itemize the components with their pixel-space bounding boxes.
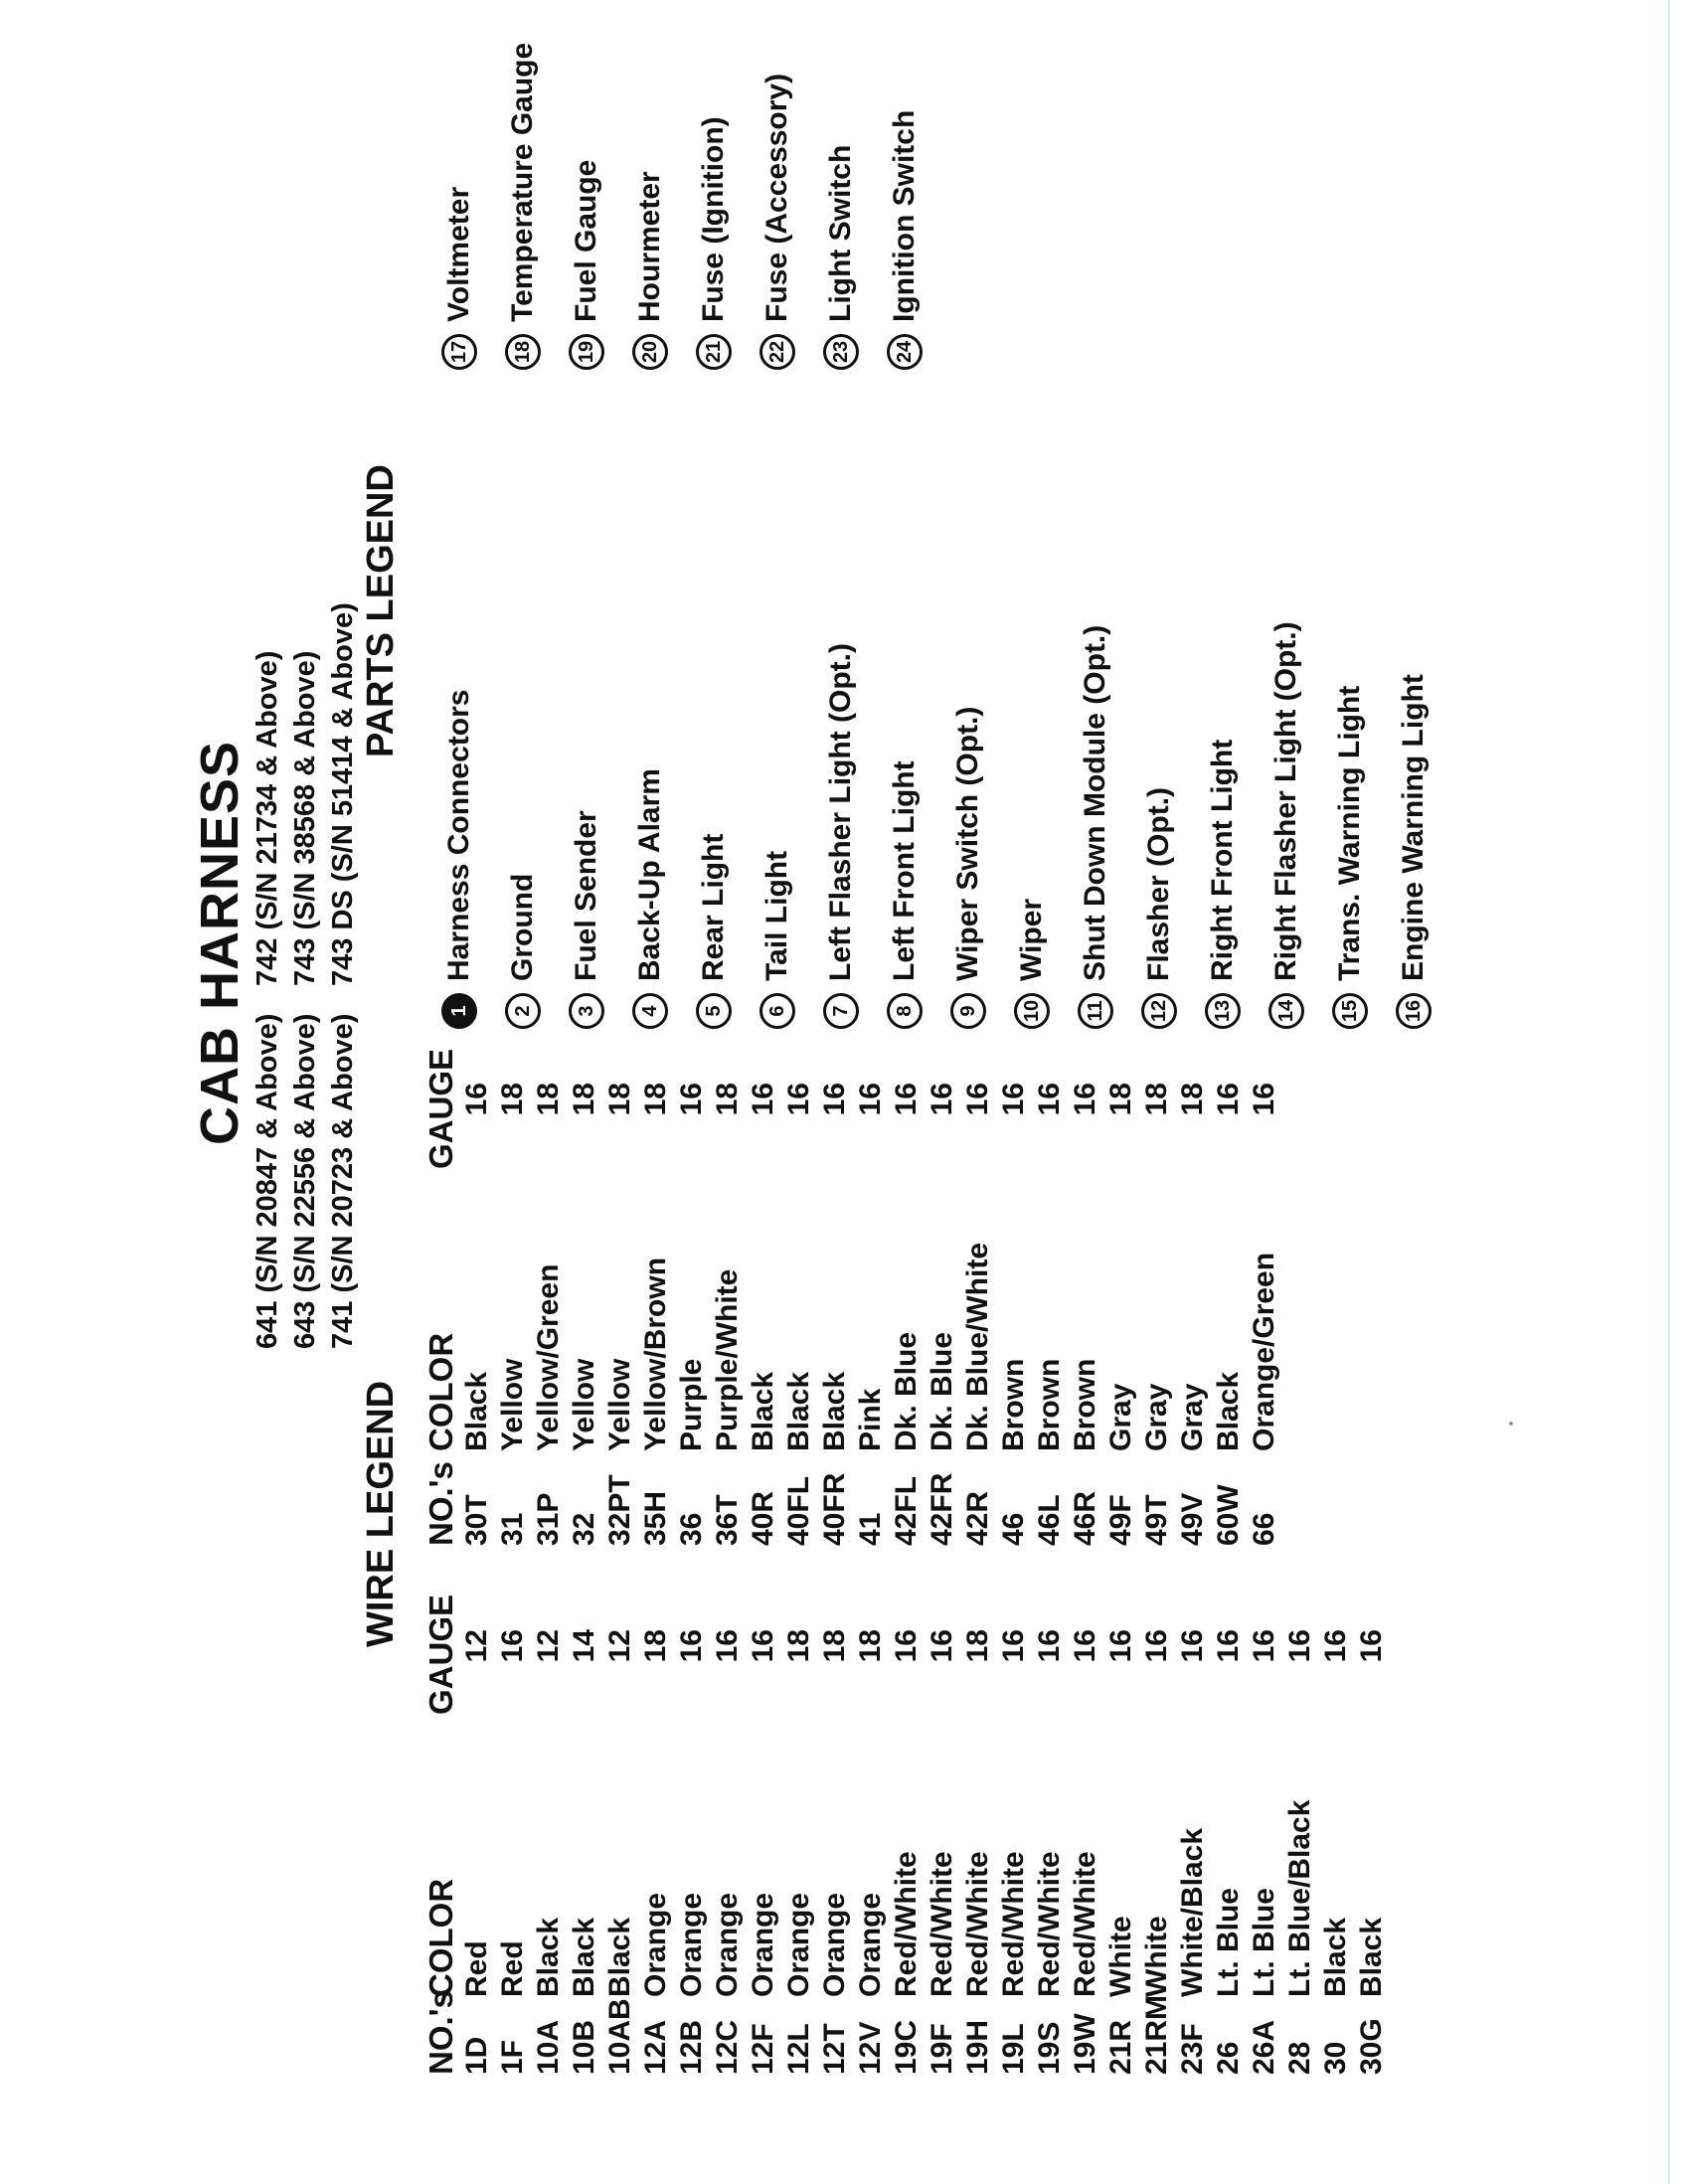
wire-color: Lt. Blue/Black [1283, 1799, 1316, 1997]
wire-number: 40R [747, 1490, 779, 1546]
part-number-badge: 18 [505, 334, 541, 370]
wire-gauge: 16 [997, 1629, 1030, 1663]
wire-legend-heading: WIRE LEGEND [360, 1380, 402, 1647]
wire-number: 19F [926, 2023, 958, 2075]
part-number-badge: 7 [823, 993, 859, 1029]
wire-gauge: 18 [568, 1083, 600, 1116]
wire-color: Orange [782, 1892, 815, 1997]
part-item [1382, 621, 1445, 1029]
part-name: Ignition Switch [888, 109, 921, 322]
wire-color: Black [818, 1371, 851, 1451]
part-number-badge: 10 [1014, 993, 1050, 1029]
part-item [746, 621, 809, 1029]
part-item [809, 43, 873, 370]
part-name: Fuel Sender [570, 810, 602, 981]
wire-number: 49T [1140, 1494, 1173, 1546]
part-item [682, 621, 746, 1029]
part-name: Wiper Switch (Opt.) [951, 706, 984, 981]
wire-number: 10A [532, 2019, 565, 2075]
wire-gauge: 12 [603, 1629, 636, 1663]
serial-right-block [249, 602, 362, 986]
wire-gauge: 16 [675, 1083, 708, 1116]
part-item [491, 621, 555, 1029]
part-number-badge: 15 [1332, 993, 1368, 1029]
wire-number: 42FR [926, 1472, 958, 1546]
wire-number: 1D [460, 2036, 493, 2075]
serial-line: 641 (S/N 20847 & Above) [252, 1013, 283, 1349]
wire-gauge: 16 [1176, 1629, 1209, 1663]
part-name: Right Flasher Light (Opt.) [1269, 621, 1302, 981]
wire-gauge: 16 [890, 1629, 923, 1663]
part-name: Engine Warning Light [1397, 674, 1430, 981]
wire-gauge: 16 [1283, 1629, 1316, 1663]
part-number-badge: 5 [696, 993, 732, 1029]
wire-color: Lt. Blue [1248, 1888, 1280, 1997]
part-name: Fuel Gauge [570, 159, 602, 322]
part-number-badge: 8 [887, 993, 923, 1029]
wire-number: 19W [1069, 2013, 1101, 2075]
wire-number: 1F [496, 2039, 529, 2075]
wire-gauge: 16 [926, 1083, 958, 1116]
part-number-badge: 14 [1268, 993, 1304, 1029]
wire-number: 12T [818, 2023, 851, 2075]
wire-number: 42FL [890, 1475, 923, 1546]
part-number-badge: 20 [632, 334, 668, 370]
wire-gauge: 18 [496, 1083, 529, 1116]
parts-legend-heading: PARTS LEGEND [360, 464, 402, 757]
part-name: Trans. Warning Light [1333, 685, 1366, 981]
wire-color: Orange [854, 1892, 887, 1997]
wire-gauge: 12 [460, 1629, 493, 1663]
wire-color: Black [568, 1917, 600, 1997]
wire-gauge: 18 [603, 1083, 636, 1116]
wire-gauge: 18 [782, 1629, 815, 1663]
scan-speck [1509, 1422, 1513, 1426]
wire-number: 49F [1104, 1494, 1137, 1546]
wire-number: 12A [639, 2019, 672, 2075]
part-name: Left Front Light [888, 760, 921, 981]
wire-gauge: 16 [496, 1629, 529, 1663]
wire-number: 31 [496, 1512, 529, 1546]
wire-number: 26A [1248, 2019, 1280, 2075]
part-number-badge: 3 [569, 993, 604, 1029]
wire-color: Dk. Blue/White [961, 1242, 994, 1451]
wire-color: Red/White [926, 1851, 958, 1997]
part-number-badge: 24 [887, 334, 923, 370]
wire-gauge: 16 [1104, 1629, 1137, 1663]
wire-color: Dk. Blue [926, 1331, 958, 1451]
parts-list-secondary [427, 43, 936, 370]
wire-gauge: 16 [675, 1629, 708, 1663]
wire-color: Black [603, 1917, 636, 1997]
part-item [1318, 621, 1382, 1029]
wire-number: 30T [460, 1494, 493, 1546]
wire-gauge: 16 [1069, 1629, 1101, 1663]
wire-color: Orange/Green [1248, 1252, 1280, 1451]
part-number-badge: 12 [1141, 993, 1177, 1029]
wire-number: 21R [1104, 2019, 1137, 2075]
parts-list-primary [427, 621, 1445, 1029]
wire-color: Black [460, 1371, 493, 1451]
wire-right-gauges [459, 1083, 1282, 1140]
wire-gauge: 16 [818, 1083, 851, 1116]
part-item [618, 621, 682, 1029]
wire-gauge: 16 [1033, 1083, 1066, 1116]
part-number-badge: 21 [696, 334, 732, 370]
part-name: Rear Light [697, 833, 730, 981]
wire-number: 36T [711, 1494, 744, 1546]
part-name: Harness Connectors [442, 689, 475, 981]
wire-gauge: 16 [1319, 1629, 1352, 1663]
wire-number: 26 [1212, 2041, 1245, 2075]
wire-gauge: 16 [854, 1083, 887, 1116]
wire-color: Red/White [997, 1851, 1030, 1997]
wire-number: 30 [1319, 2041, 1352, 2075]
document-title: CAB HARNESS [190, 740, 250, 1145]
wire-color: Red/White [961, 1851, 994, 1997]
serial-line: 643 (S/N 22556 & Above) [289, 1013, 321, 1349]
wire-gauge: 18 [1104, 1083, 1137, 1116]
wire-number: 12C [711, 2019, 744, 2075]
wire-color: Red [496, 1940, 529, 1997]
wire-color: Orange [818, 1892, 851, 1997]
part-item [936, 621, 1000, 1029]
wire-gauge: 18 [532, 1083, 565, 1116]
wire-color: Yellow [603, 1358, 636, 1451]
wire-number: 36 [675, 1512, 708, 1546]
part-number-badge: 6 [760, 993, 795, 1029]
wire-number: 10AB [603, 1998, 636, 2075]
wire-right-numbers [459, 1451, 1282, 1546]
wire-gauge: 16 [997, 1083, 1030, 1116]
wire-color: Red [460, 1940, 493, 1997]
part-item [1064, 621, 1127, 1029]
wire-gauge: 16 [1140, 1629, 1173, 1663]
part-item [873, 43, 936, 370]
wire-gauge: 16 [782, 1083, 815, 1116]
wire-color: White/Black [1176, 1827, 1209, 1997]
serial-line: 743 (S/N 38568 & Above) [289, 650, 321, 986]
wire-gauge: 16 [1212, 1083, 1245, 1116]
wire-color: Gray [1104, 1383, 1137, 1451]
wire-number: 19H [961, 2019, 994, 2075]
part-number-badge: 16 [1396, 993, 1432, 1029]
wire-number: 40FR [818, 1472, 851, 1546]
wire-gauge: 16 [961, 1083, 994, 1116]
wire-left-gauges [459, 1629, 1390, 1687]
wire-color: Lt. Blue [1212, 1888, 1245, 1997]
wire-gauge: 14 [568, 1629, 600, 1663]
wire-color: Red/White [1069, 1851, 1101, 1997]
part-name: Temperature Gauge [506, 42, 539, 322]
wire-gauge: 16 [1248, 1083, 1280, 1116]
part-name: Fuse (Ignition) [697, 116, 730, 322]
wire-gauge: 16 [1248, 1629, 1280, 1663]
wire-color: Purple/White [711, 1268, 744, 1451]
wire-number: 40FL [782, 1475, 815, 1546]
wire-color: Orange [747, 1892, 779, 1997]
part-item [746, 43, 809, 370]
wire-color: Purple [675, 1358, 708, 1451]
part-name: Wiper [1015, 898, 1048, 981]
wire-color: Black [1319, 1917, 1352, 1997]
part-item [555, 621, 618, 1029]
wire-gauge: 16 [1212, 1629, 1245, 1663]
part-name: Voltmeter [442, 186, 475, 322]
part-item [1000, 621, 1064, 1029]
wire-gauge: 18 [1140, 1083, 1173, 1116]
part-number-badge: 22 [760, 334, 795, 370]
wire-gauge: 18 [1176, 1083, 1209, 1116]
wire-number: 19L [997, 2023, 1030, 2075]
wire-gauge: 16 [1355, 1629, 1388, 1663]
wire-gauge: 16 [460, 1083, 493, 1116]
part-name: Tail Light [760, 850, 793, 981]
wire-col-no-header: NO.'s [422, 1461, 459, 1546]
part-item [682, 43, 746, 370]
wire-color: Black [1212, 1371, 1245, 1451]
part-item [1127, 621, 1191, 1029]
wire-right-colors [459, 1193, 1282, 1451]
part-number-badge: 13 [1205, 993, 1241, 1029]
wire-number: 66 [1248, 1512, 1280, 1546]
part-name: Back-Up Alarm [633, 768, 666, 981]
part-name: Left Flasher Light (Opt.) [824, 643, 857, 981]
part-number-badge: 19 [569, 334, 604, 370]
part-name: Hourmeter [633, 171, 666, 322]
wire-number: 19C [890, 2019, 923, 2075]
wire-gauge: 16 [747, 1083, 779, 1116]
part-number-badge: 1 [441, 993, 477, 1029]
wire-number: 12V [854, 2021, 887, 2075]
wire-color: Black [747, 1371, 779, 1451]
wire-gauge: 16 [1033, 1629, 1066, 1663]
part-item [1255, 621, 1318, 1029]
part-name: Light Switch [824, 144, 857, 322]
wire-left-numbers [459, 1995, 1390, 2075]
wire-color: Black [1355, 1917, 1388, 1997]
wire-color: Red/White [890, 1851, 923, 1997]
wire-gauge: 16 [711, 1629, 744, 1663]
wire-gauge: 16 [890, 1083, 923, 1116]
wire-gauge: 18 [961, 1629, 994, 1663]
wire-col-gauge-header: GAUGE [422, 1594, 459, 1715]
wire-gauge: 18 [854, 1629, 887, 1663]
part-item [427, 43, 491, 370]
wire-number: 49V [1176, 1492, 1209, 1546]
page-edge-line [1668, 0, 1670, 2184]
part-number-badge: 11 [1078, 993, 1113, 1029]
wire-number: 32PT [603, 1474, 636, 1546]
wire-gauge: 18 [639, 1629, 672, 1663]
part-name: Fuse (Accessory) [760, 73, 793, 322]
wire-col-no-header: NO.'s [422, 1990, 459, 2075]
wire-color: Orange [639, 1892, 672, 1997]
part-item [491, 43, 555, 370]
serial-line: 741 (S/N 20723 & Above) [327, 1013, 359, 1349]
wire-color: Yellow/Brown [639, 1257, 672, 1451]
part-name: Ground [506, 873, 539, 981]
part-name: Right Front Light [1206, 739, 1239, 981]
wire-number: 10B [568, 2019, 600, 2075]
serial-line: 742 (S/N 21734 & Above) [252, 650, 283, 986]
wire-number: 60W [1212, 1484, 1245, 1546]
wire-color: White [1104, 1916, 1137, 1997]
wire-number: 46 [997, 1512, 1030, 1546]
wire-col-gauge-header: GAUGE [422, 1048, 459, 1169]
wire-color: Brown [997, 1358, 1030, 1451]
wire-color: Black [782, 1371, 815, 1451]
wire-number: 35H [639, 1490, 672, 1546]
part-number-badge: 9 [950, 993, 986, 1029]
wire-number: 31P [532, 1492, 565, 1546]
wire-color: Orange [675, 1892, 708, 1997]
part-item [809, 621, 873, 1029]
wire-col-color-header: COLOR [422, 1878, 459, 1997]
part-item [555, 43, 618, 370]
wire-number: 32 [568, 1512, 600, 1546]
wire-color: Gray [1176, 1383, 1209, 1451]
wire-color: Pink [854, 1388, 887, 1451]
part-item [427, 621, 491, 1029]
part-number-badge: 23 [823, 334, 859, 370]
wire-number: 21RM [1140, 1994, 1173, 2075]
wire-color: White [1140, 1916, 1173, 1997]
wire-number: 19S [1033, 2021, 1066, 2075]
wire-color: Red/White [1033, 1851, 1066, 1997]
wire-color: Dk. Blue [890, 1331, 923, 1451]
wire-color: Yellow [568, 1358, 600, 1451]
wire-number: 42R [961, 1490, 994, 1546]
serial-left-block [249, 1013, 362, 1349]
wire-gauge: 16 [926, 1629, 958, 1663]
part-item [1191, 621, 1255, 1029]
part-name: Shut Down Module (Opt.) [1079, 624, 1111, 981]
wire-color: Yellow/Green [532, 1263, 565, 1451]
wire-gauge: 18 [818, 1629, 851, 1663]
wire-gauge: 18 [639, 1083, 672, 1116]
part-number-badge: 2 [505, 993, 541, 1029]
wire-number: 46L [1033, 1494, 1066, 1546]
wire-gauge: 16 [747, 1629, 779, 1663]
part-name: Flasher (Opt.) [1142, 786, 1175, 981]
part-number-badge: 4 [632, 993, 668, 1029]
wire-color: Brown [1069, 1358, 1101, 1451]
wire-color: Brown [1033, 1358, 1066, 1451]
wire-gauge: 12 [532, 1629, 565, 1663]
wire-number: 12L [782, 2023, 815, 2075]
wire-number: 12B [675, 2019, 708, 2075]
wire-color: Black [532, 1917, 565, 1997]
wire-number: 12F [747, 2023, 779, 2075]
wire-number: 46R [1069, 1490, 1101, 1546]
wire-gauge: 16 [1069, 1083, 1101, 1116]
serial-line: 743 DS (S/N 51414 & Above) [327, 602, 359, 986]
wire-color: Orange [711, 1892, 744, 1997]
wire-gauge: 18 [711, 1083, 744, 1116]
wire-color: Gray [1140, 1383, 1173, 1451]
wire-number: 30G [1355, 2018, 1388, 2075]
wire-number: 28 [1283, 2041, 1316, 2075]
wire-col-color-header: COLOR [422, 1332, 459, 1451]
wire-number: 41 [854, 1512, 887, 1546]
part-number-badge: 17 [441, 334, 477, 370]
wire-left-colors [459, 1739, 1390, 1997]
part-item [618, 43, 682, 370]
wire-number: 23F [1176, 2023, 1209, 2075]
wire-color: Yellow [496, 1358, 529, 1451]
part-item [873, 621, 936, 1029]
